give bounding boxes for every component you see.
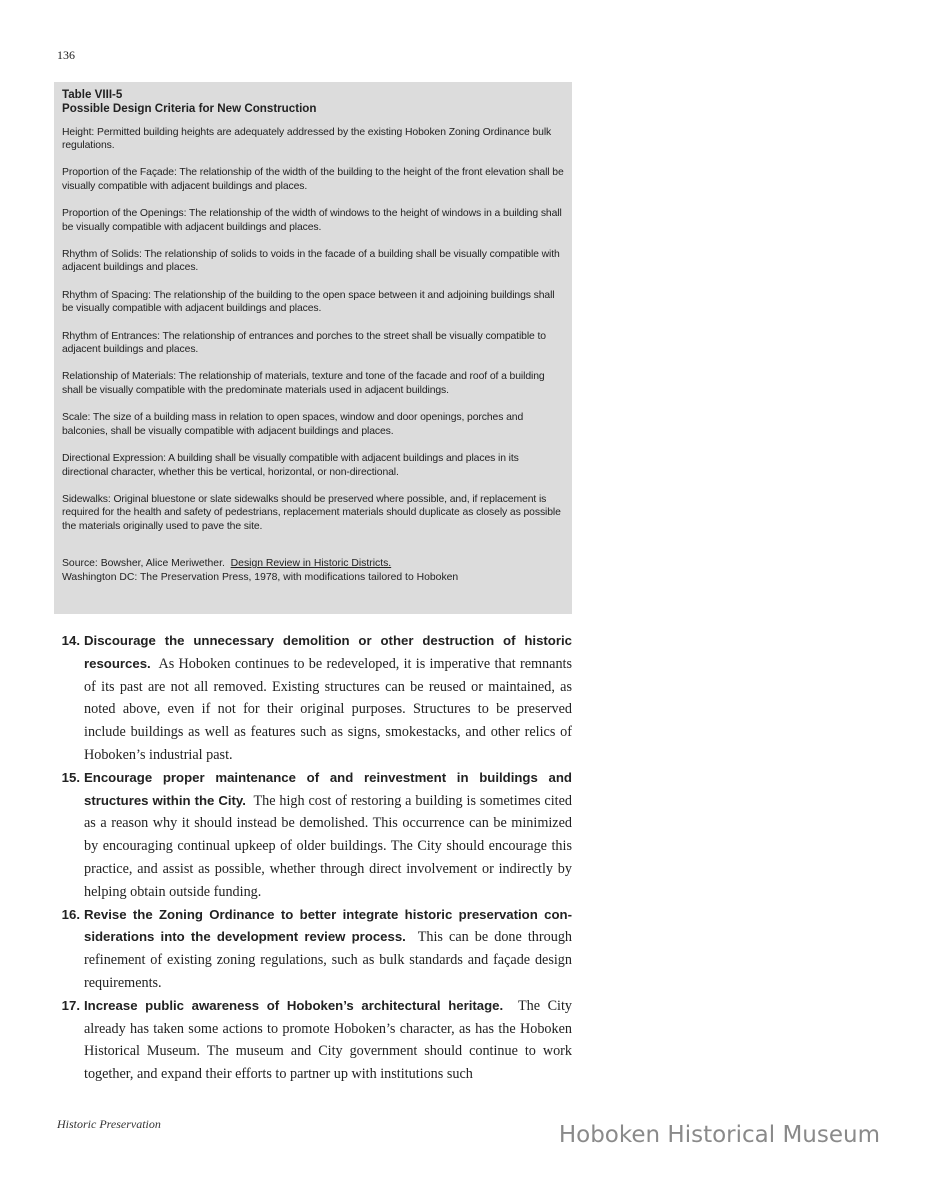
criterion-directional-expression: Directional Expression: A building shall be visually compatible with adjacent buildings and places in its directional character, whether this be vertical, horizontal, or non-directional. [62,453,519,478]
table-label: Table VIII-5 [62,88,123,101]
list-item [54,904,572,995]
list-item [54,630,572,767]
table-source [62,557,564,584]
item-heading: Increase public awareness of Hoboken’s architectural heritage. [84,997,504,1013]
museum-watermark: Hoboken Historical Museum [558,1122,880,1148]
item-number: 16. [61,906,80,922]
design-criteria-table [54,82,572,614]
item-heading: Discourage the unnecessary demolition or other destruction of historic resources. [84,633,572,671]
source-publisher: Washington DC: The Preservation Press, 1978, with modifications tailored to Hoboken [62,571,459,583]
item-number: 17. [61,997,80,1013]
source-citation-line [62,557,564,570]
list-item [54,767,572,904]
list-item [54,995,572,1086]
criterion-height: Height: Permitted building heights are adequately addressed by the existing Hoboken Zoning Ordinance bulk regulations. [62,126,552,151]
table-title: Possible Design Criteria for New Construction [62,101,317,115]
criterion-openings-proportion: Proportion of the Openings: The relationship of the width of windows to the height of windows in a building shall be visually compatible with adjacent buildings and places. [62,208,562,233]
page-number: 136 [57,48,75,62]
item-heading: Encourage proper maintenance of and reinvestment in buildings and structures within the City. [84,769,572,808]
footer-section-label: Historic Preservation [57,1117,161,1131]
item-body: The City already has taken some actions to promote Hoboken’s character, as has the Hoboken Historical Museum. The museum and City government should continue to work together, and expand their efforts to partner up with institutions such [84,997,573,1083]
item-body: This can be done through refinement of existing zoning regulations, such as bulk standards and façade design requirements. [84,929,573,991]
table-title-block [62,88,564,116]
criterion-sidewalks: Sidewalks: Original bluestone or slate sidewalks should be preserved where possible, and, if replacement is required for the health and safety of pedestrians, replacement materials should duplicate as closely as possible the materials originally used to pave the site. [62,493,561,532]
criterion-facade-proportion: Proportion of the Façade: The relationship of the width of the building to the height of the front elevation shall be visually compatible with adjacent buildings and places. [62,167,564,192]
item-number: 14. [61,633,80,648]
item-body: As Hoboken continues to be redeveloped, it is imperative that remnants of its past are not all removed. Existing structures can be reused or maintained, as noted above, even if not for their original purposes. Structures to be preserved include buildings as well as features such as signs, smokestacks, and other relics of Hoboken’s industrial past. [84,655,572,763]
recommendation-list [54,630,572,1086]
source-prefix: Source: Bowsher, Alice Meriwether. [62,558,225,570]
criterion-rhythm-spacing: Rhythm of Spacing: The relationship of the building to the open space between it and adjoining buildings shall be visually compatible with adjacent buildings and places. [62,289,555,315]
criterion-rhythm-solids: Rhythm of Solids: The relationship of solids to voids in the facade of a building shall be visually compatible with adjacent buildings and places. [62,249,560,274]
item-heading: Revise the Zoning Ordinance to better integrate historic preservation considerations into the development review process. [84,906,572,945]
criterion-rhythm-entrances: Rhythm of Entrances: The relationship of entrances and porches to the street shall be visually compatible to adjacent buildings and places. [62,330,546,356]
item-number: 15. [61,769,80,785]
criterion-materials: Relationship of Materials: The relationship of materials, texture and tone of the facade and roof of a building shall be visually compatible with the predominate materials used in adjacent buildings. [62,371,545,396]
source-book-title: Design Review in Historic Districts. [230,558,392,570]
item-body: The high cost of restoring a building is sometimes cited as a reason why it should instead be demolished. This occurrence can be minimized by encouraging continual upkeep of older buildings. The City should encourage this practice, and assist as possible, whether through direct involvement or indirectly by helping obtain outside funding. [84,792,572,900]
criterion-scale: Scale: The size of a building mass in relation to open spaces, window and door openings, porches and balconies, shall be visually compatible with adjacent buildings and places. [62,412,524,437]
